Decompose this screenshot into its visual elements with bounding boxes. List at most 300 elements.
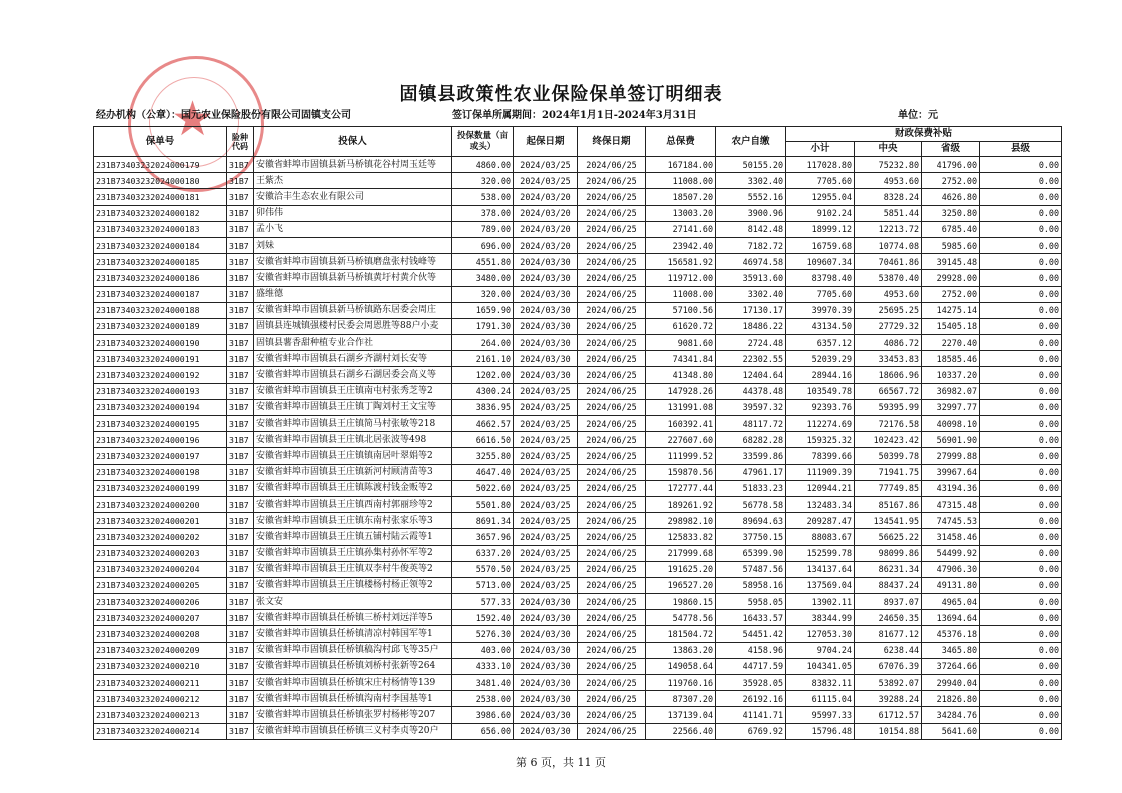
cell-farmer-pay: 54451.42	[716, 626, 786, 642]
cell-total-premium: 196527.20	[646, 577, 716, 593]
cell-farmer-pay: 22302.55	[716, 351, 786, 367]
unit-label: 单位：元	[898, 110, 938, 121]
cell-province: 29940.04	[922, 675, 980, 691]
cell-central: 12213.72	[855, 221, 922, 237]
cell-county: 0.00	[980, 642, 1062, 658]
cell-central: 53892.07	[855, 675, 922, 691]
cell-policy-no: 231B73403232024000192	[94, 367, 227, 383]
cell-subtotal: 7705.60	[786, 173, 855, 189]
cell-subtotal: 120944.21	[786, 480, 855, 496]
cell-total-premium: 19860.15	[646, 594, 716, 610]
cell-farmer-pay: 44717.59	[716, 658, 786, 674]
cell-province: 39145.48	[922, 254, 980, 270]
cell-total-premium: 41348.80	[646, 367, 716, 383]
cell-total-premium: 11008.00	[646, 173, 716, 189]
cell-crop-code: 31B7	[227, 189, 254, 205]
cell-total-premium: 137139.04	[646, 707, 716, 723]
cell-policy-no: 231B73403232024000203	[94, 545, 227, 561]
cell-policy-no: 231B73403232024000201	[94, 513, 227, 529]
cell-crop-code: 31B7	[227, 594, 254, 610]
cell-insured: 安徽省蚌埠市固镇县王庄镇新河村顾清苗等3	[254, 464, 452, 480]
cell-end-date: 2024/06/25	[578, 351, 646, 367]
cell-end-date: 2024/06/25	[578, 691, 646, 707]
cell-central: 4953.60	[855, 173, 922, 189]
cell-quantity: 4860.00	[452, 157, 514, 173]
cell-central: 86231.34	[855, 561, 922, 577]
cell-insured: 安徽省蚌埠市固镇县王庄镇双李村牛俊英等2	[254, 561, 452, 577]
cell-end-date: 2024/06/25	[578, 594, 646, 610]
cell-crop-code: 31B7	[227, 383, 254, 399]
cell-county: 0.00	[980, 157, 1062, 173]
cell-county: 0.00	[980, 254, 1062, 270]
cell-insured: 固镇县薯香甜种植专业合作社	[254, 335, 452, 351]
cell-insured: 安徽省蚌埠市固镇县新马桥镇黄圩村黄介伙等	[254, 270, 452, 286]
cell-total-premium: 9081.60	[646, 335, 716, 351]
cell-policy-no: 231B73403232024000195	[94, 416, 227, 432]
cell-county: 0.00	[980, 594, 1062, 610]
cell-policy-no: 231B73403232024000210	[94, 658, 227, 674]
period-label: 签订保单所属期间：2024年1月1日-2024年3月31日	[452, 110, 697, 121]
cell-policy-no: 231B73403232024000200	[94, 496, 227, 512]
table-row	[94, 351, 1062, 367]
cell-subtotal: 83832.11	[786, 675, 855, 691]
cell-insured: 王紫杰	[254, 173, 452, 189]
cell-farmer-pay: 35928.05	[716, 675, 786, 691]
cell-crop-code: 31B7	[227, 335, 254, 351]
cell-province: 45376.18	[922, 626, 980, 642]
cell-quantity: 320.00	[452, 286, 514, 302]
header-farmer-pay: 农户自缴	[716, 127, 786, 157]
cell-crop-code: 31B7	[227, 577, 254, 593]
cell-farmer-pay: 57487.56	[716, 561, 786, 577]
cell-policy-no: 231B73403232024000198	[94, 464, 227, 480]
cell-province: 54499.92	[922, 545, 980, 561]
table-row	[94, 513, 1062, 529]
cell-central: 72176.58	[855, 416, 922, 432]
cell-quantity: 8691.34	[452, 513, 514, 529]
cell-policy-no: 231B73403232024000212	[94, 691, 227, 707]
cell-policy-no: 231B73403232024000188	[94, 302, 227, 318]
cell-crop-code: 31B7	[227, 157, 254, 173]
cell-subtotal: 7705.60	[786, 286, 855, 302]
cell-central: 61712.57	[855, 707, 922, 723]
cell-subtotal: 92393.76	[786, 399, 855, 415]
cell-province: 27999.88	[922, 448, 980, 464]
cell-farmer-pay: 65399.90	[716, 545, 786, 561]
cell-quantity: 4647.40	[452, 464, 514, 480]
cell-quantity: 5570.50	[452, 561, 514, 577]
table-row	[94, 399, 1062, 415]
cell-quantity: 3480.00	[452, 270, 514, 286]
cell-quantity: 2161.10	[452, 351, 514, 367]
header-end-date: 终保日期	[578, 127, 646, 157]
header-policy-no: 保单号	[94, 127, 227, 157]
cell-central: 10774.08	[855, 237, 922, 253]
cell-end-date: 2024/06/25	[578, 561, 646, 577]
cell-start-date: 2024/03/25	[514, 173, 578, 189]
cell-farmer-pay: 46974.58	[716, 254, 786, 270]
cell-farmer-pay: 7182.72	[716, 237, 786, 253]
cell-start-date: 2024/03/25	[514, 545, 578, 561]
cell-central: 85167.86	[855, 496, 922, 512]
cell-province: 29928.00	[922, 270, 980, 286]
cell-start-date: 2024/03/30	[514, 626, 578, 642]
cell-subtotal: 28944.16	[786, 367, 855, 383]
cell-subtotal: 6357.12	[786, 335, 855, 351]
cell-county: 0.00	[980, 626, 1062, 642]
cell-start-date: 2024/03/25	[514, 464, 578, 480]
cell-start-date: 2024/03/25	[514, 561, 578, 577]
cell-quantity: 6337.20	[452, 545, 514, 561]
cell-crop-code: 31B7	[227, 561, 254, 577]
cell-total-premium: 131991.08	[646, 399, 716, 415]
cell-farmer-pay: 58958.16	[716, 577, 786, 593]
cell-subtotal: 159325.32	[786, 432, 855, 448]
cell-province: 2752.00	[922, 173, 980, 189]
cell-insured: 安徽省蚌埠市固镇县任桥镇三桥村刘远洋等5	[254, 610, 452, 626]
cell-total-premium: 27141.60	[646, 221, 716, 237]
cell-farmer-pay: 56778.58	[716, 496, 786, 512]
cell-policy-no: 231B73403232024000180	[94, 173, 227, 189]
cell-subtotal: 117028.80	[786, 157, 855, 173]
cell-province: 5985.60	[922, 237, 980, 253]
cell-province: 32997.77	[922, 399, 980, 415]
cell-crop-code: 31B7	[227, 367, 254, 383]
cell-county: 0.00	[980, 529, 1062, 545]
cell-insured: 安徽省蚌埠市固镇县任桥镇稿沟村邱飞等35户	[254, 642, 452, 658]
cell-subtotal: 83798.40	[786, 270, 855, 286]
cell-county: 0.00	[980, 480, 1062, 496]
cell-province: 47906.30	[922, 561, 980, 577]
cell-quantity: 264.00	[452, 335, 514, 351]
cell-start-date: 2024/03/30	[514, 286, 578, 302]
cell-end-date: 2024/06/25	[578, 416, 646, 432]
cell-quantity: 320.00	[452, 173, 514, 189]
cell-farmer-pay: 51833.23	[716, 480, 786, 496]
cell-central: 66567.72	[855, 383, 922, 399]
cell-start-date: 2024/03/20	[514, 221, 578, 237]
cell-policy-no: 231B73403232024000183	[94, 221, 227, 237]
cell-farmer-pay: 5958.05	[716, 594, 786, 610]
cell-central: 59395.99	[855, 399, 922, 415]
cell-central: 50399.78	[855, 448, 922, 464]
cell-farmer-pay: 35913.60	[716, 270, 786, 286]
cell-central: 77749.85	[855, 480, 922, 496]
cell-subtotal: 111909.39	[786, 464, 855, 480]
cell-subtotal: 13902.11	[786, 594, 855, 610]
cell-crop-code: 31B7	[227, 496, 254, 512]
cell-end-date: 2024/06/25	[578, 545, 646, 561]
cell-end-date: 2024/06/25	[578, 577, 646, 593]
cell-policy-no: 231B73403232024000191	[94, 351, 227, 367]
cell-subtotal: 109607.34	[786, 254, 855, 270]
cell-crop-code: 31B7	[227, 480, 254, 496]
table-row	[94, 173, 1062, 189]
cell-central: 70461.86	[855, 254, 922, 270]
cell-subtotal: 43134.50	[786, 318, 855, 334]
header-subtotal: 小计	[786, 142, 855, 157]
cell-total-premium: 54778.56	[646, 610, 716, 626]
cell-policy-no: 231B73403232024000209	[94, 642, 227, 658]
cell-farmer-pay: 5552.16	[716, 189, 786, 205]
cell-province: 10337.20	[922, 367, 980, 383]
cell-insured: 安徽省蚌埠市固镇县王庄镇五铺村陆云霞等1	[254, 529, 452, 545]
cell-total-premium: 13003.20	[646, 205, 716, 221]
cell-quantity: 789.00	[452, 221, 514, 237]
cell-total-premium: 149058.64	[646, 658, 716, 674]
cell-central: 39288.24	[855, 691, 922, 707]
cell-subtotal: 52039.29	[786, 351, 855, 367]
cell-province: 4965.04	[922, 594, 980, 610]
cell-county: 0.00	[980, 691, 1062, 707]
cell-county: 0.00	[980, 610, 1062, 626]
cell-insured: 安徽省蚌埠市固镇县王庄镇孙集村孙怀军等2	[254, 545, 452, 561]
cell-subtotal: 78399.66	[786, 448, 855, 464]
cell-county: 0.00	[980, 448, 1062, 464]
cell-policy-no: 231B73403232024000186	[94, 270, 227, 286]
cell-insured: 安徽省蚌埠市固镇县任桥镇三义村李贞等20户	[254, 723, 452, 739]
cell-quantity: 1659.90	[452, 302, 514, 318]
cell-central: 81677.12	[855, 626, 922, 642]
cell-end-date: 2024/06/25	[578, 496, 646, 512]
cell-total-premium: 125833.82	[646, 529, 716, 545]
cell-start-date: 2024/03/25	[514, 577, 578, 593]
cell-farmer-pay: 39597.32	[716, 399, 786, 415]
table-row	[94, 335, 1062, 351]
cell-subtotal: 95997.33	[786, 707, 855, 723]
cell-crop-code: 31B7	[227, 707, 254, 723]
cell-central: 18606.96	[855, 367, 922, 383]
cell-county: 0.00	[980, 658, 1062, 674]
cell-insured: 安徽省蚌埠市固镇县新马桥镇花谷村周玉廷等	[254, 157, 452, 173]
cell-county: 0.00	[980, 545, 1062, 561]
cell-subtotal: 38344.99	[786, 610, 855, 626]
cell-end-date: 2024/06/25	[578, 173, 646, 189]
cell-end-date: 2024/06/25	[578, 399, 646, 415]
table-row	[94, 723, 1062, 739]
cell-total-premium: 18507.20	[646, 189, 716, 205]
cell-end-date: 2024/06/25	[578, 221, 646, 237]
cell-quantity: 3255.80	[452, 448, 514, 464]
table-row	[94, 157, 1062, 173]
cell-farmer-pay: 48117.72	[716, 416, 786, 432]
cell-central: 67076.39	[855, 658, 922, 674]
cell-central: 4086.72	[855, 335, 922, 351]
table-row	[94, 302, 1062, 318]
cell-insured: 安徽洽丰生态农业有限公司	[254, 189, 452, 205]
cell-province: 21826.80	[922, 691, 980, 707]
cell-start-date: 2024/03/30	[514, 691, 578, 707]
cell-crop-code: 31B7	[227, 286, 254, 302]
cell-policy-no: 231B73403232024000206	[94, 594, 227, 610]
cell-subtotal: 9102.24	[786, 205, 855, 221]
cell-insured: 安徽省蚌埠市固镇县王庄镇南屯村张秀芝等2	[254, 383, 452, 399]
cell-central: 6238.44	[855, 642, 922, 658]
cell-subtotal: 209287.47	[786, 513, 855, 529]
header-start-date: 起保日期	[514, 127, 578, 157]
cell-total-premium: 172777.44	[646, 480, 716, 496]
cell-total-premium: 13863.20	[646, 642, 716, 658]
cell-end-date: 2024/06/25	[578, 626, 646, 642]
cell-policy-no: 231B73403232024000199	[94, 480, 227, 496]
table-row	[94, 529, 1062, 545]
cell-subtotal: 152599.78	[786, 545, 855, 561]
cell-policy-no: 231B73403232024000208	[94, 626, 227, 642]
cell-crop-code: 31B7	[227, 205, 254, 221]
cell-insured: 安徽省蚌埠市固镇县新马桥镇磨盘张村钱峰等	[254, 254, 452, 270]
cell-county: 0.00	[980, 351, 1062, 367]
cell-total-premium: 189261.92	[646, 496, 716, 512]
cell-policy-no: 231B73403232024000214	[94, 723, 227, 739]
cell-county: 0.00	[980, 432, 1062, 448]
cell-quantity: 6616.50	[452, 432, 514, 448]
cell-policy-no: 231B73403232024000179	[94, 157, 227, 173]
cell-insured: 安徽省蚌埠市固镇县王庄镇西南村郭丽珍等2	[254, 496, 452, 512]
cell-policy-no: 231B73403232024000181	[94, 189, 227, 205]
cell-farmer-pay: 50155.20	[716, 157, 786, 173]
cell-central: 8328.24	[855, 189, 922, 205]
cell-farmer-pay: 41141.71	[716, 707, 786, 723]
table-row	[94, 432, 1062, 448]
page-title: 固镇县政策性农业保险保单签订明细表	[399, 84, 723, 105]
cell-policy-no: 231B73403232024000187	[94, 286, 227, 302]
cell-county: 0.00	[980, 383, 1062, 399]
table-row	[94, 496, 1062, 512]
cell-start-date: 2024/03/30	[514, 351, 578, 367]
cell-start-date: 2024/03/30	[514, 658, 578, 674]
table-row	[94, 610, 1062, 626]
cell-quantity: 5276.30	[452, 626, 514, 642]
cell-county: 0.00	[980, 707, 1062, 723]
cell-end-date: 2024/06/25	[578, 157, 646, 173]
table-row	[94, 286, 1062, 302]
seal-star-icon: ★	[171, 91, 215, 147]
cell-crop-code: 31B7	[227, 513, 254, 529]
cell-total-premium: 87307.20	[646, 691, 716, 707]
cell-start-date: 2024/03/25	[514, 529, 578, 545]
cell-county: 0.00	[980, 205, 1062, 221]
cell-policy-no: 231B73403232024000193	[94, 383, 227, 399]
cell-county: 0.00	[980, 335, 1062, 351]
table-row	[94, 189, 1062, 205]
cell-end-date: 2024/06/25	[578, 723, 646, 739]
cell-end-date: 2024/06/25	[578, 254, 646, 270]
cell-policy-no: 231B73403232024000196	[94, 432, 227, 448]
table-row	[94, 270, 1062, 286]
table-row	[94, 707, 1062, 723]
cell-total-premium: 160392.41	[646, 416, 716, 432]
cell-total-premium: 23942.40	[646, 237, 716, 253]
cell-total-premium: 147928.26	[646, 383, 716, 399]
cell-end-date: 2024/06/25	[578, 480, 646, 496]
policy-detail-table	[93, 126, 1062, 740]
cell-province: 13694.64	[922, 610, 980, 626]
cell-province: 15405.18	[922, 318, 980, 334]
cell-start-date: 2024/03/30	[514, 642, 578, 658]
cell-central: 5851.44	[855, 205, 922, 221]
cell-crop-code: 31B7	[227, 529, 254, 545]
cell-total-premium: 57100.56	[646, 302, 716, 318]
cell-start-date: 2024/03/25	[514, 496, 578, 512]
cell-end-date: 2024/06/25	[578, 205, 646, 221]
cell-county: 0.00	[980, 237, 1062, 253]
cell-crop-code: 31B7	[227, 302, 254, 318]
cell-insured: 卯伟伟	[254, 205, 452, 221]
cell-farmer-pay: 17130.17	[716, 302, 786, 318]
cell-end-date: 2024/06/25	[578, 529, 646, 545]
cell-policy-no: 231B73403232024000213	[94, 707, 227, 723]
cell-crop-code: 31B7	[227, 626, 254, 642]
cell-start-date: 2024/03/20	[514, 205, 578, 221]
cell-policy-no: 231B73403232024000197	[94, 448, 227, 464]
cell-insured: 安徽省蚌埠市固镇县王庄镇陈渡村钱金贩等2	[254, 480, 452, 496]
cell-quantity: 378.00	[452, 205, 514, 221]
table-row	[94, 577, 1062, 593]
cell-start-date: 2024/03/20	[514, 189, 578, 205]
cell-insured: 安徽省蚌埠市固镇县任桥镇沟南村李国基等1	[254, 691, 452, 707]
cell-start-date: 2024/03/25	[514, 157, 578, 173]
cell-start-date: 2024/03/30	[514, 335, 578, 351]
cell-province: 56901.90	[922, 432, 980, 448]
cell-quantity: 656.00	[452, 723, 514, 739]
cell-quantity: 3657.96	[452, 529, 514, 545]
cell-subtotal: 15796.48	[786, 723, 855, 739]
cell-policy-no: 231B73403232024000189	[94, 318, 227, 334]
cell-crop-code: 31B7	[227, 270, 254, 286]
cell-total-premium: 119760.16	[646, 675, 716, 691]
cell-crop-code: 31B7	[227, 464, 254, 480]
table-row	[94, 691, 1062, 707]
header-total-premium: 总保费	[646, 127, 716, 157]
cell-county: 0.00	[980, 270, 1062, 286]
cell-insured: 盛维德	[254, 286, 452, 302]
cell-county: 0.00	[980, 367, 1062, 383]
cell-subtotal: 88083.67	[786, 529, 855, 545]
cell-county: 0.00	[980, 302, 1062, 318]
cell-start-date: 2024/03/25	[514, 416, 578, 432]
cell-central: 4953.60	[855, 286, 922, 302]
cell-end-date: 2024/06/25	[578, 367, 646, 383]
cell-quantity: 2538.00	[452, 691, 514, 707]
table-row	[94, 318, 1062, 334]
cell-total-premium: 159870.56	[646, 464, 716, 480]
cell-total-premium: 167184.00	[646, 157, 716, 173]
cell-total-premium: 119712.00	[646, 270, 716, 286]
cell-farmer-pay: 47961.17	[716, 464, 786, 480]
cell-end-date: 2024/06/25	[578, 658, 646, 674]
cell-total-premium: 61620.72	[646, 318, 716, 334]
cell-farmer-pay: 6769.92	[716, 723, 786, 739]
cell-total-premium: 11008.00	[646, 286, 716, 302]
cell-province: 3465.80	[922, 642, 980, 658]
cell-subtotal: 16759.68	[786, 237, 855, 253]
cell-end-date: 2024/06/25	[578, 675, 646, 691]
cell-farmer-pay: 2724.48	[716, 335, 786, 351]
cell-county: 0.00	[980, 577, 1062, 593]
cell-crop-code: 31B7	[227, 658, 254, 674]
cell-subtotal: 112274.69	[786, 416, 855, 432]
cell-farmer-pay: 12404.64	[716, 367, 786, 383]
cell-province: 37264.66	[922, 658, 980, 674]
cell-total-premium: 22566.40	[646, 723, 716, 739]
table-row	[94, 642, 1062, 658]
cell-end-date: 2024/06/25	[578, 318, 646, 334]
cell-start-date: 2024/03/30	[514, 270, 578, 286]
cell-end-date: 2024/06/25	[578, 335, 646, 351]
cell-farmer-pay: 16433.57	[716, 610, 786, 626]
header-quantity: 投保数量（亩或头）	[452, 127, 514, 157]
cell-insured: 安徽省蚌埠市固镇县石湖乡石湖居委会高义等	[254, 367, 452, 383]
